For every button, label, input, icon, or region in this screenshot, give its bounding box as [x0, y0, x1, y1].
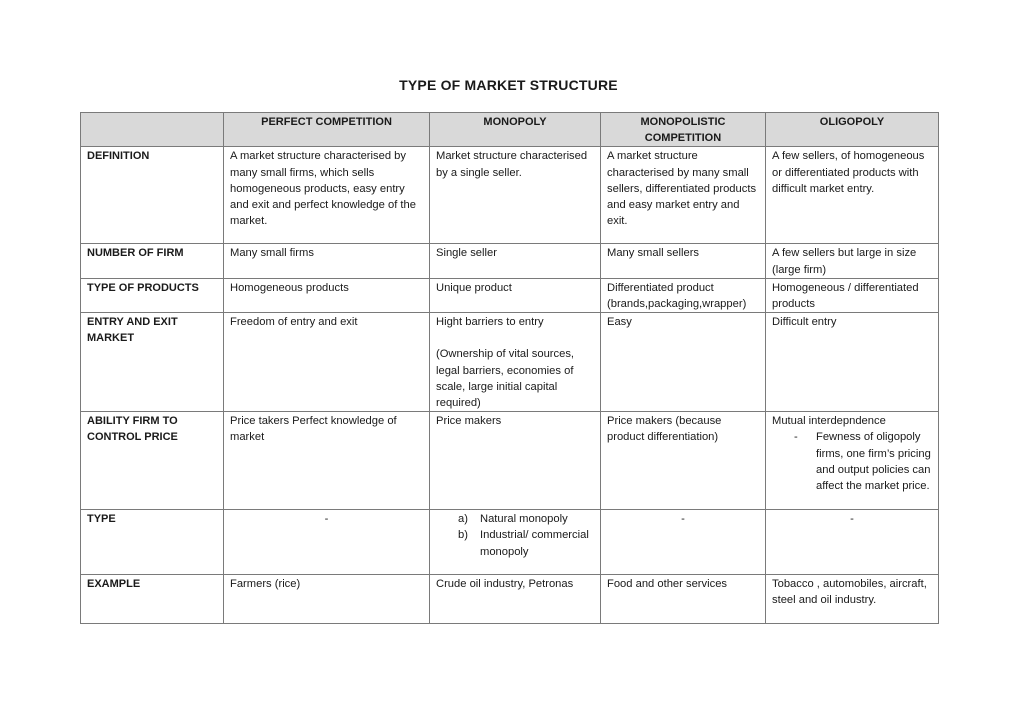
cell-definition-oligopoly: A few sellers, of homogeneous or differentiated products with difficult market entry.: [766, 147, 939, 244]
cell-products-perfect: Homogeneous products: [224, 278, 430, 312]
header-oligopoly: OLIGOPOLY: [766, 113, 939, 147]
table-row: [81, 147, 939, 244]
header-row: [81, 113, 939, 147]
dash-marker: -: [794, 431, 798, 444]
cell-price-perfect: Price takers Perfect knowledge of market: [224, 412, 430, 510]
cell-example-perfect: Farmers (rice): [224, 575, 430, 624]
cell-type-monopoly: [430, 510, 601, 575]
list-item-text: Industrial/ commercial monopoly: [480, 529, 589, 558]
list-item-text: Fewness of oligopoly firms, one firm’s pricing and output policies can affect the market price.: [816, 431, 931, 493]
header-monopoly: MONOPOLY: [430, 113, 601, 147]
header-blank: [81, 113, 224, 147]
monopoly-entry-text: Hight barriers to entry: [436, 316, 544, 329]
monopoly-entry-note: (Ownership of vital sources, legal barriers, economies of scale, large initial capital required): [436, 348, 575, 410]
cell-price-monopoly: Price makers: [430, 412, 601, 510]
list-item: [458, 511, 594, 527]
cell-entry-perfect: Freedom of entry and exit: [224, 313, 430, 412]
table-row: [81, 244, 939, 278]
row-label-type: TYPE: [81, 510, 224, 575]
table-row: [81, 313, 939, 412]
cell-type-oligopoly: -: [766, 510, 939, 575]
cell-number-oligopoly: A few sellers but large in size (large firm): [766, 244, 939, 278]
row-label-entry-exit: ENTRY AND EXIT MARKET: [81, 313, 224, 412]
cell-definition-monopolistic: A market structure characterised by many small sellers, differentiated products and easy market entry and exit.: [601, 147, 766, 244]
list-marker: a): [458, 513, 468, 526]
cell-entry-oligopoly: Difficult entry: [766, 313, 939, 412]
cell-number-monopolistic: Many small sellers: [601, 244, 766, 278]
cell-type-monopolistic: -: [601, 510, 766, 575]
monopoly-type-list: [436, 511, 594, 560]
spacer: [436, 330, 594, 346]
table-row: [81, 510, 939, 575]
cell-price-monopolistic: Price makers (because product differentiation): [601, 412, 766, 510]
list-item: [458, 527, 594, 559]
list-item-text: Natural monopoly: [480, 513, 568, 526]
market-structure-table: [80, 112, 939, 624]
header-monopolistic-competition: MONOPOLISTIC COMPETITION: [601, 113, 766, 147]
cell-number-perfect: Many small firms: [224, 244, 430, 278]
list-marker: b): [458, 529, 468, 542]
cell-example-monopolistic: Food and other services: [601, 575, 766, 624]
oligopoly-price-list: [772, 429, 932, 494]
cell-products-monopoly: Unique product: [430, 278, 601, 312]
cell-entry-monopolistic: Easy: [601, 313, 766, 412]
oligopoly-price-text: Mutual interdepndence: [772, 415, 886, 428]
row-label-type-of-products: TYPE OF PRODUCTS: [81, 278, 224, 312]
cell-example-oligopoly: Tobacco , automobiles, aircraft, steel and oil industry.: [766, 575, 939, 624]
cell-entry-monopoly: [430, 313, 601, 412]
table-row: [81, 278, 939, 312]
list-item: [794, 429, 932, 494]
row-label-example: EXAMPLE: [81, 575, 224, 624]
cell-price-oligopoly: [766, 412, 939, 510]
table-row: [81, 575, 939, 624]
row-label-control-price: ABILITY FIRM TO CONTROL PRICE: [81, 412, 224, 510]
row-label-number-of-firm: NUMBER OF FIRM: [81, 244, 224, 278]
row-label-definition: DEFINITION: [81, 147, 224, 244]
cell-number-monopoly: Single seller: [430, 244, 601, 278]
cell-definition-monopoly: Market structure characterised by a single seller.: [430, 147, 601, 244]
cell-type-perfect: -: [224, 510, 430, 575]
table-row: [81, 412, 939, 510]
cell-example-monopoly: Crude oil industry, Petronas: [430, 575, 601, 624]
header-perfect-competition: PERFECT COMPETITION: [224, 113, 430, 147]
cell-definition-perfect: A market structure characterised by many small firms, which sells homogeneous products, easy entry and exit and perfect knowledge of the market.: [224, 147, 430, 244]
cell-products-oligopoly: Homogeneous / differentiated products: [766, 278, 939, 312]
page-title: TYPE OF MARKET STRUCTURE: [399, 77, 618, 93]
cell-products-monopolistic: Differentiated product (brands,packaging,wrapper): [601, 278, 766, 312]
